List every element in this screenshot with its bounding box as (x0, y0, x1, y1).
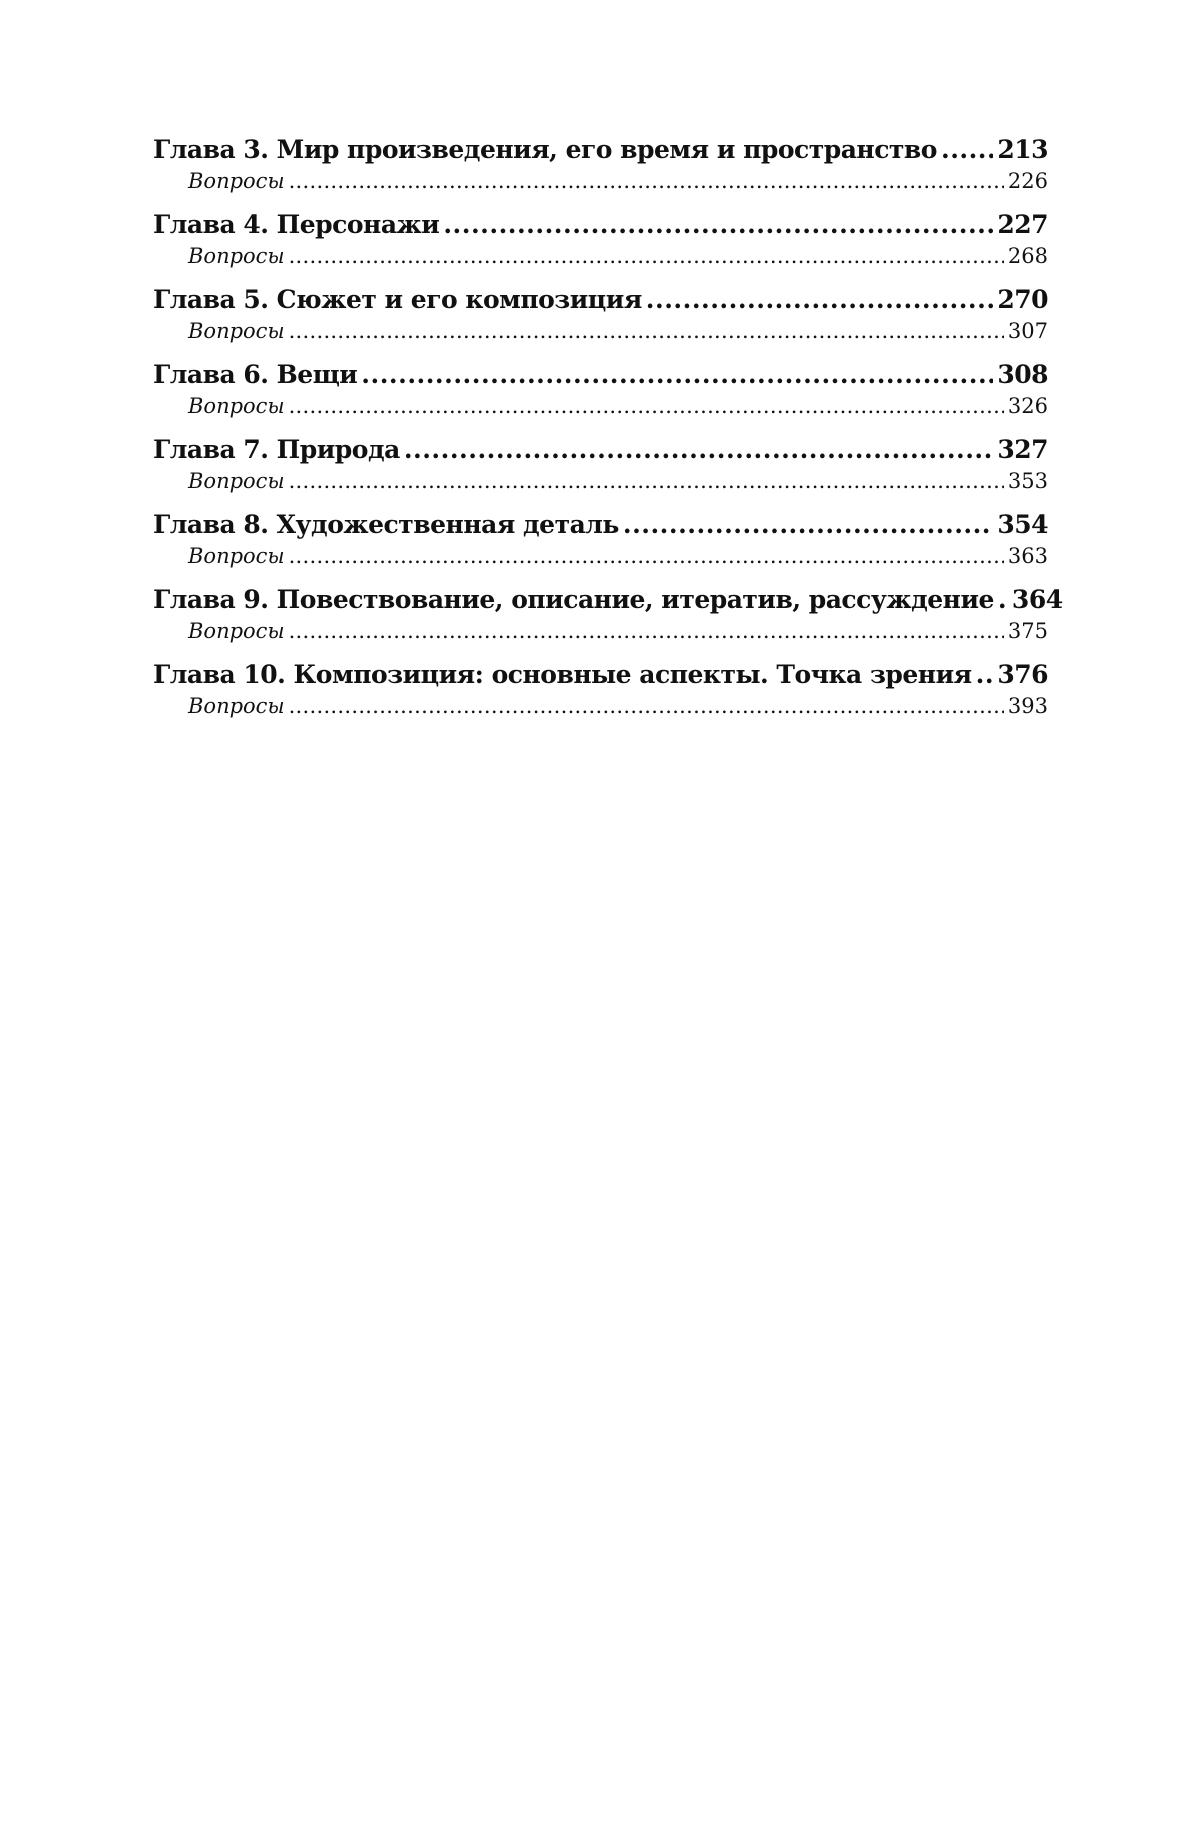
dot-leader (404, 433, 994, 467)
chapter-page-number: 364 (1011, 585, 1063, 614)
chapter-title: Глава 3. Мир произведения, его время и пространство (153, 135, 937, 164)
questions-page-number: 375 (1007, 619, 1048, 643)
chapter-row (153, 658, 1048, 692)
questions-page-number: 226 (1007, 169, 1048, 193)
questions-page-number: 363 (1007, 544, 1048, 568)
chapter-row (153, 133, 1048, 167)
questions-page-number: 326 (1007, 394, 1048, 418)
questions-label: Вопросы (188, 469, 285, 493)
dot-leader (623, 508, 993, 542)
questions-row (153, 392, 1048, 420)
chapter-title: Глава 9. Повествование, описание, итератив, рассуждение (153, 585, 994, 614)
questions-row (153, 242, 1048, 270)
questions-label: Вопросы (188, 169, 285, 193)
chapter-page-number: 227 (997, 210, 1048, 239)
questions-label: Вопросы (188, 394, 285, 418)
dot-leader (443, 208, 993, 242)
dot-leader (289, 242, 1004, 270)
chapter-title: Глава 4. Персонажи (153, 210, 440, 239)
questions-page-number: 268 (1007, 244, 1048, 268)
toc-entry (153, 133, 1048, 195)
dot-leader (361, 358, 993, 392)
dot-leader (289, 167, 1004, 195)
table-of-contents (153, 133, 1063, 733)
chapter-row (153, 208, 1048, 242)
dot-leader (289, 692, 1004, 720)
toc-entry (153, 358, 1048, 420)
chapter-row (153, 358, 1048, 392)
dot-leader (289, 542, 1004, 570)
chapter-title: Глава 6. Вещи (153, 360, 358, 389)
dot-leader (289, 392, 1004, 420)
questions-row (153, 617, 1048, 645)
questions-row (153, 317, 1048, 345)
dot-leader (289, 617, 1004, 645)
dot-leader (976, 658, 994, 692)
toc-entry (153, 508, 1048, 570)
toc-entry (153, 208, 1048, 270)
questions-row (153, 167, 1048, 195)
questions-label: Вопросы (188, 244, 285, 268)
chapter-row (153, 508, 1048, 542)
questions-page-number: 393 (1007, 694, 1048, 718)
questions-row (153, 692, 1048, 720)
dot-leader (941, 133, 993, 167)
questions-page-number: 353 (1007, 469, 1048, 493)
chapter-row (153, 583, 1063, 617)
dot-leader (289, 467, 1004, 495)
chapter-page-number: 308 (997, 360, 1048, 389)
dot-leader (998, 583, 1008, 617)
chapter-page-number: 270 (997, 285, 1048, 314)
chapter-page-number: 213 (997, 135, 1048, 164)
questions-label: Вопросы (188, 544, 285, 568)
dot-leader (646, 283, 994, 317)
questions-row (153, 467, 1048, 495)
chapter-title: Глава 8. Художественная деталь (153, 510, 619, 539)
chapter-title: Глава 5. Сюжет и его композиция (153, 285, 642, 314)
questions-label: Вопросы (188, 319, 285, 343)
chapter-row (153, 433, 1048, 467)
chapter-row (153, 283, 1048, 317)
toc-entry (153, 283, 1048, 345)
questions-page-number: 307 (1007, 319, 1048, 343)
toc-entry (153, 583, 1063, 645)
questions-row (153, 542, 1048, 570)
chapter-title: Глава 10. Композиция: основные аспекты. Точка зрения (153, 660, 972, 689)
chapter-page-number: 354 (997, 510, 1048, 539)
questions-label: Вопросы (188, 619, 285, 643)
chapter-page-number: 327 (997, 435, 1048, 464)
dot-leader (289, 317, 1004, 345)
chapter-page-number: 376 (997, 660, 1048, 689)
toc-entry (153, 433, 1048, 495)
questions-label: Вопросы (188, 694, 285, 718)
toc-entry (153, 658, 1048, 720)
chapter-title: Глава 7. Природа (153, 435, 400, 464)
